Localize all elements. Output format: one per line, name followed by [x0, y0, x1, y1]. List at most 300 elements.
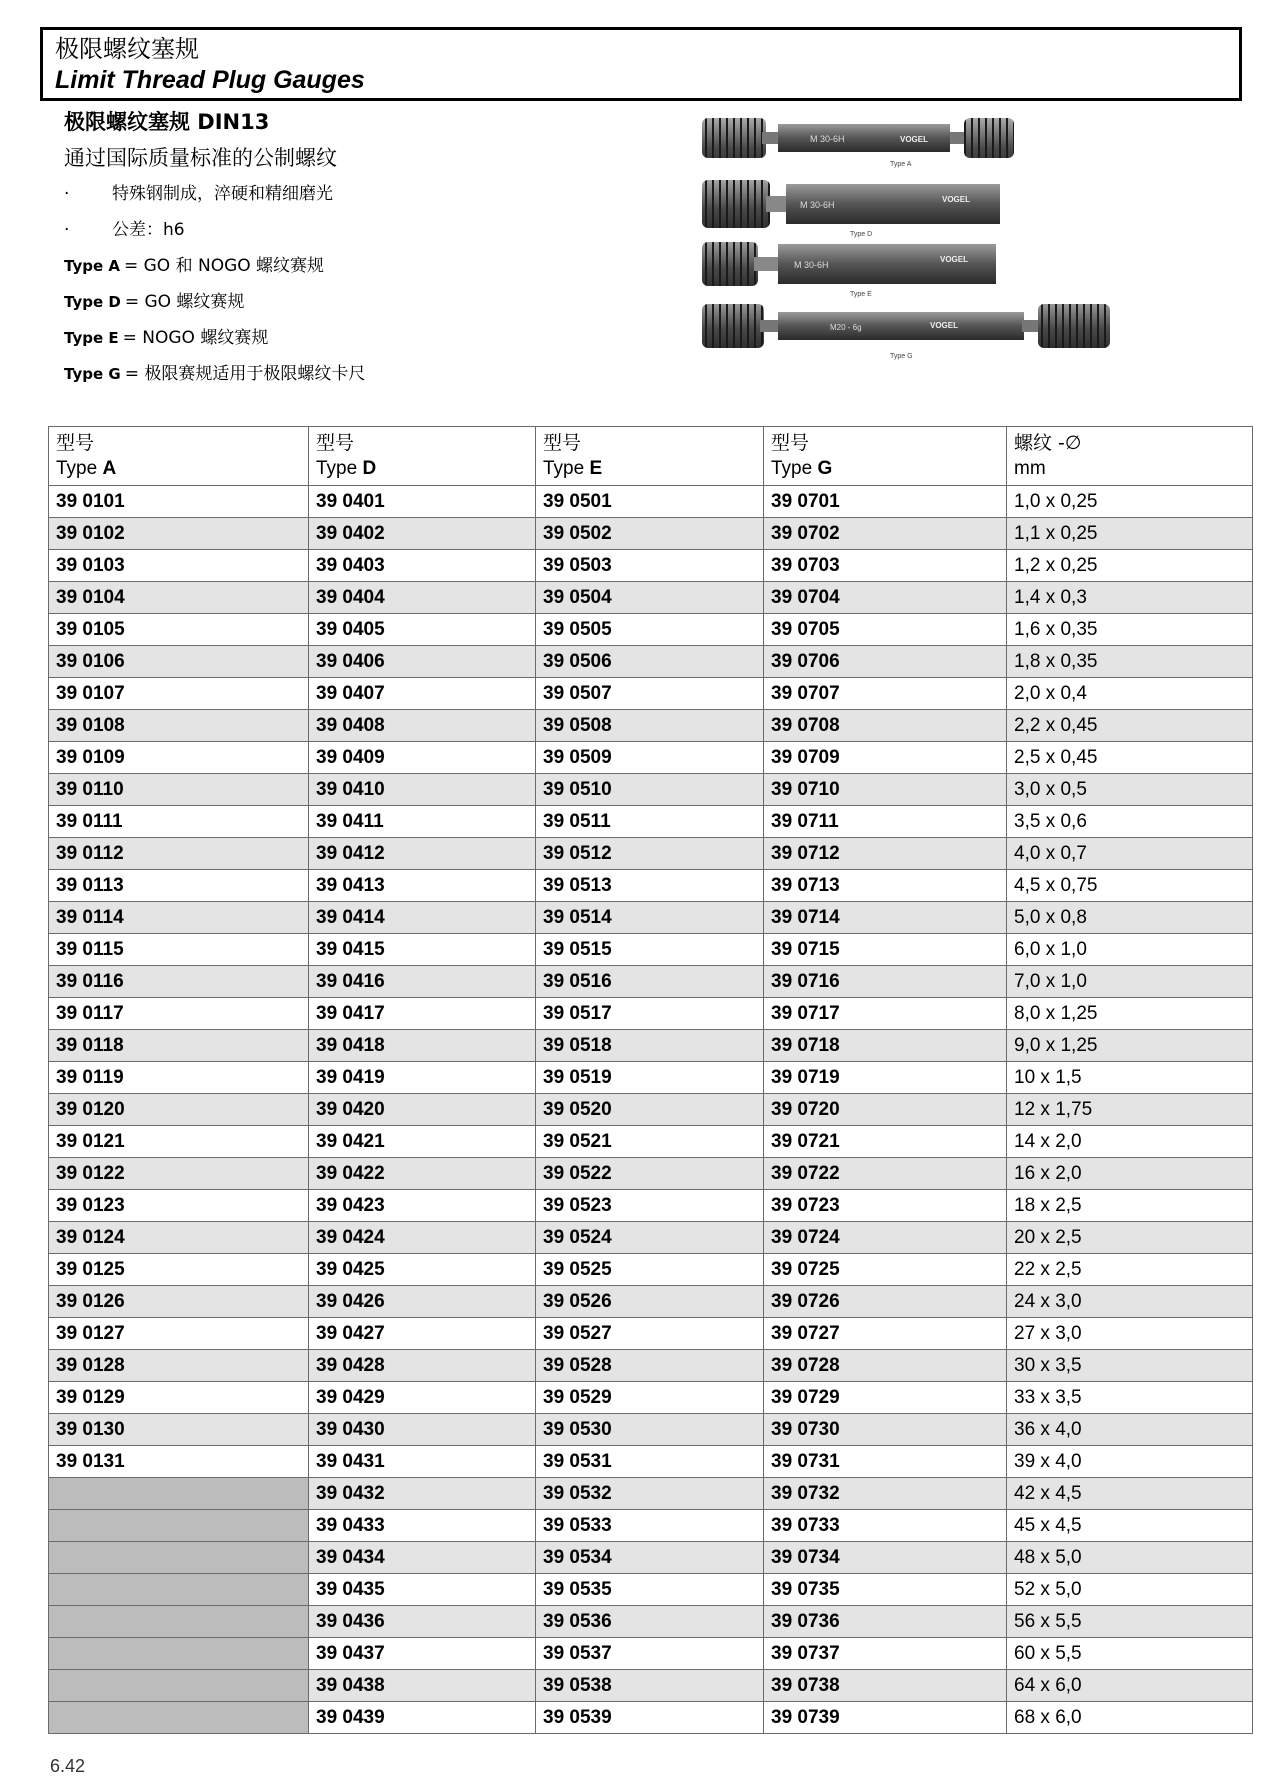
gauge-spec-table	[48, 426, 1253, 1734]
column-header-cn: 螺纹 -∅	[1014, 432, 1082, 454]
table-row	[49, 1286, 1253, 1318]
article-number-cell: 39 0129	[49, 1382, 309, 1414]
article-number-cell: 39 0536	[536, 1606, 764, 1638]
gauge-label: Type D	[850, 231, 873, 238]
empty-cell	[49, 1478, 309, 1510]
article-number-cell: 39 0401	[309, 486, 536, 518]
gauge-type-e	[702, 242, 996, 298]
table-row	[49, 966, 1253, 998]
table-row	[49, 1606, 1253, 1638]
article-number-cell: 39 0714	[764, 902, 1007, 934]
article-number-cell: 39 0413	[309, 870, 536, 902]
table-row	[49, 1574, 1253, 1606]
table-row	[49, 582, 1253, 614]
gauge-type-d	[702, 180, 1000, 238]
article-number-cell: 39 0405	[309, 614, 536, 646]
article-number-cell: 39 0706	[764, 646, 1007, 678]
thread-size-cell: 68 x 6,0	[1007, 1702, 1253, 1734]
article-number-cell: 39 0113	[49, 870, 309, 902]
table-row	[49, 902, 1253, 934]
engraving-text: M20 - 6g	[830, 323, 862, 332]
brand-mark: VOGEL	[940, 255, 969, 264]
table-row	[49, 518, 1253, 550]
table-row	[49, 1318, 1253, 1350]
article-number-cell: 39 0121	[49, 1126, 309, 1158]
thread-size-cell: 1,1 x 0,25	[1007, 518, 1253, 550]
empty-cell	[49, 1510, 309, 1542]
article-number-cell: 39 0403	[309, 550, 536, 582]
article-number-cell: 39 0434	[309, 1542, 536, 1574]
article-number-cell: 39 0126	[49, 1286, 309, 1318]
article-number-cell: 39 0510	[536, 774, 764, 806]
article-number-cell: 39 0110	[49, 774, 309, 806]
thread-size-cell: 6,0 x 1,0	[1007, 934, 1253, 966]
table-header-row	[49, 427, 1253, 486]
article-number-cell: 39 0410	[309, 774, 536, 806]
bullet-text: 特殊钢制成，淬硬和精细磨光	[112, 184, 333, 204]
empty-cell	[49, 1542, 309, 1574]
thread-size-cell: 4,0 x 0,7	[1007, 838, 1253, 870]
table-row	[49, 1510, 1253, 1542]
article-number-cell: 39 0721	[764, 1126, 1007, 1158]
thread-size-cell: 16 x 2,0	[1007, 1158, 1253, 1190]
gauge-type-g	[702, 304, 1110, 360]
column-header-cn: 型号	[771, 432, 810, 454]
thread-size-cell: 39 x 4,0	[1007, 1446, 1253, 1478]
page-title-cn: 极限螺纹塞规	[55, 35, 199, 63]
column-header	[49, 427, 309, 486]
article-number-cell: 39 0524	[536, 1222, 764, 1254]
thread-size-cell: 36 x 4,0	[1007, 1414, 1253, 1446]
thread-size-cell: 48 x 5,0	[1007, 1542, 1253, 1574]
article-number-cell: 39 0726	[764, 1286, 1007, 1318]
article-number-cell: 39 0537	[536, 1638, 764, 1670]
type-line	[64, 320, 664, 356]
article-number-cell: 39 0117	[49, 998, 309, 1030]
article-number-cell: 39 0521	[536, 1126, 764, 1158]
article-number-cell: 39 0417	[309, 998, 536, 1030]
thread-size-cell: 8,0 x 1,25	[1007, 998, 1253, 1030]
column-header-en	[771, 456, 1006, 482]
table-row	[49, 870, 1253, 902]
table-row	[49, 1190, 1253, 1222]
table-row	[49, 806, 1253, 838]
article-number-cell: 39 0527	[536, 1318, 764, 1350]
table-row	[49, 1478, 1253, 1510]
article-number-cell: 39 0709	[764, 742, 1007, 774]
type-desc: = 极限赛规适用于极限螺纹卡尺	[124, 364, 366, 384]
article-number-cell: 39 0436	[309, 1606, 536, 1638]
article-number-cell: 39 0737	[764, 1638, 1007, 1670]
article-number-cell: 39 0501	[536, 486, 764, 518]
article-number-cell: 39 0707	[764, 678, 1007, 710]
column-header-cn: 型号	[56, 432, 95, 454]
article-number-cell: 39 0725	[764, 1254, 1007, 1286]
article-number-cell: 39 0528	[536, 1350, 764, 1382]
page-number: 6.42	[50, 1756, 86, 1776]
article-number-cell: 39 0115	[49, 934, 309, 966]
thread-size-cell: 1,2 x 0,25	[1007, 550, 1253, 582]
article-number-cell: 39 0701	[764, 486, 1007, 518]
article-number-cell: 39 0530	[536, 1414, 764, 1446]
engraving-text: M 30-6H	[794, 260, 829, 270]
article-number-cell: 39 0703	[764, 550, 1007, 582]
table-row	[49, 934, 1253, 966]
type-code: Type G	[64, 365, 121, 383]
table-row	[49, 678, 1253, 710]
intro-heading: 极限螺纹塞规 DIN13	[64, 110, 270, 134]
thread-size-cell: 18 x 2,5	[1007, 1190, 1253, 1222]
column-header	[536, 427, 764, 486]
article-number-cell: 39 0411	[309, 806, 536, 838]
table-row	[49, 486, 1253, 518]
gauge-label: Type A	[890, 161, 912, 168]
intro-bullet	[64, 176, 664, 212]
article-number-cell: 39 0101	[49, 486, 309, 518]
column-header-type-letter: D	[362, 458, 377, 479]
article-number-cell: 39 0420	[309, 1094, 536, 1126]
article-number-cell: 39 0128	[49, 1350, 309, 1382]
empty-cell	[49, 1702, 309, 1734]
table-row	[49, 1254, 1253, 1286]
article-number-cell: 39 0131	[49, 1446, 309, 1478]
article-number-cell: 39 0423	[309, 1190, 536, 1222]
plug-gauges-photo	[700, 118, 1160, 398]
article-number-cell: 39 0407	[309, 678, 536, 710]
article-number-cell: 39 0438	[309, 1670, 536, 1702]
thread-size-cell: 5,0 x 0,8	[1007, 902, 1253, 934]
article-number-cell: 39 0736	[764, 1606, 1007, 1638]
column-header-en	[543, 456, 763, 482]
article-number-cell: 39 0723	[764, 1190, 1007, 1222]
column-header-en	[316, 456, 535, 482]
article-number-cell: 39 0705	[764, 614, 1007, 646]
table-row	[49, 1670, 1253, 1702]
thread-size-cell: 14 x 2,0	[1007, 1126, 1253, 1158]
type-desc: = NOGO 螺纹赛规	[122, 328, 269, 348]
thread-size-cell: 3,0 x 0,5	[1007, 774, 1253, 806]
article-number-cell: 39 0111	[49, 806, 309, 838]
article-number-cell: 39 0421	[309, 1126, 536, 1158]
article-number-cell: 39 0412	[309, 838, 536, 870]
table-row	[49, 1222, 1253, 1254]
column-header-prefix: Type	[316, 458, 363, 479]
thread-size-cell: 12 x 1,75	[1007, 1094, 1253, 1126]
thread-size-cell: 64 x 6,0	[1007, 1670, 1253, 1702]
article-number-cell: 39 0739	[764, 1702, 1007, 1734]
empty-cell	[49, 1606, 309, 1638]
article-number-cell: 39 0515	[536, 934, 764, 966]
engraving-text: M 30-6H	[810, 134, 845, 144]
article-number-cell: 39 0534	[536, 1542, 764, 1574]
article-number-cell: 39 0732	[764, 1478, 1007, 1510]
article-number-cell: 39 0712	[764, 838, 1007, 870]
article-number-cell: 39 0711	[764, 806, 1007, 838]
brand-mark: VOGEL	[942, 195, 971, 204]
article-number-cell: 39 0531	[536, 1446, 764, 1478]
table-row	[49, 1094, 1253, 1126]
column-header-prefix: Type	[543, 458, 590, 479]
article-number-cell: 39 0535	[536, 1574, 764, 1606]
article-number-cell: 39 0532	[536, 1478, 764, 1510]
article-number-cell: 39 0428	[309, 1350, 536, 1382]
article-number-cell: 39 0716	[764, 966, 1007, 998]
article-number-cell: 39 0505	[536, 614, 764, 646]
article-number-cell: 39 0124	[49, 1222, 309, 1254]
thread-size-cell: 7,0 x 1,0	[1007, 966, 1253, 998]
article-number-cell: 39 0519	[536, 1062, 764, 1094]
article-number-cell: 39 0529	[536, 1382, 764, 1414]
bullet-mark: ·	[64, 184, 70, 204]
empty-cell	[49, 1670, 309, 1702]
intro-bullet	[64, 212, 664, 248]
article-number-cell: 39 0516	[536, 966, 764, 998]
table-row	[49, 998, 1253, 1030]
article-number-cell: 39 0704	[764, 582, 1007, 614]
article-number-cell: 39 0426	[309, 1286, 536, 1318]
article-number-cell: 39 0504	[536, 582, 764, 614]
article-number-cell: 39 0406	[309, 646, 536, 678]
article-number-cell: 39 0123	[49, 1190, 309, 1222]
column-header-en	[56, 456, 308, 482]
thread-size-cell: 1,6 x 0,35	[1007, 614, 1253, 646]
table-body	[49, 486, 1253, 1734]
table-row	[49, 1702, 1253, 1734]
article-number-cell: 39 0431	[309, 1446, 536, 1478]
column-header-type-letter: E	[589, 458, 603, 479]
column-header	[764, 427, 1007, 486]
thread-size-cell: 3,5 x 0,6	[1007, 806, 1253, 838]
column-header	[309, 427, 536, 486]
article-number-cell: 39 0502	[536, 518, 764, 550]
article-number-cell: 39 0730	[764, 1414, 1007, 1446]
article-number-cell: 39 0130	[49, 1414, 309, 1446]
article-number-cell: 39 0710	[764, 774, 1007, 806]
table-row	[49, 1542, 1253, 1574]
thread-size-cell: 2,0 x 0,4	[1007, 678, 1253, 710]
article-number-cell: 39 0108	[49, 710, 309, 742]
article-number-cell: 39 0439	[309, 1702, 536, 1734]
article-number-cell: 39 0728	[764, 1350, 1007, 1382]
gauge-label: Type G	[890, 353, 913, 360]
article-number-cell: 39 0731	[764, 1446, 1007, 1478]
article-number-cell: 39 0425	[309, 1254, 536, 1286]
article-number-cell: 39 0416	[309, 966, 536, 998]
page-title-en: Limit Thread Plug Gauges	[55, 66, 365, 94]
table-row	[49, 1350, 1253, 1382]
table-row	[49, 838, 1253, 870]
bullet-mark: ·	[64, 220, 70, 240]
article-number-cell: 39 0414	[309, 902, 536, 934]
column-header-type-letter: A	[102, 458, 117, 479]
article-number-cell: 39 0539	[536, 1702, 764, 1734]
article-number-cell: 39 0511	[536, 806, 764, 838]
thread-size-cell: 1,0 x 0,25	[1007, 486, 1253, 518]
article-number-cell: 39 0103	[49, 550, 309, 582]
thread-size-cell: 4,5 x 0,75	[1007, 870, 1253, 902]
article-number-cell: 39 0509	[536, 742, 764, 774]
article-number-cell: 39 0418	[309, 1030, 536, 1062]
article-number-cell: 39 0719	[764, 1062, 1007, 1094]
page-title-box	[40, 27, 1242, 101]
brand-mark: VOGEL	[930, 321, 959, 330]
article-number-cell: 39 0514	[536, 902, 764, 934]
article-number-cell: 39 0408	[309, 710, 536, 742]
article-number-cell: 39 0715	[764, 934, 1007, 966]
thread-size-cell: 2,2 x 0,45	[1007, 710, 1253, 742]
article-number-cell: 39 0114	[49, 902, 309, 934]
article-number-cell: 39 0533	[536, 1510, 764, 1542]
thread-size-cell: 20 x 2,5	[1007, 1222, 1253, 1254]
column-header-en	[1014, 456, 1252, 482]
article-number-cell: 39 0415	[309, 934, 536, 966]
article-number-cell: 39 0526	[536, 1286, 764, 1318]
table-row	[49, 614, 1253, 646]
type-code: Type D	[64, 293, 121, 311]
thread-size-cell: 1,4 x 0,3	[1007, 582, 1253, 614]
bullet-text: 公差：h6	[112, 220, 185, 240]
thread-size-cell: 60 x 5,5	[1007, 1638, 1253, 1670]
article-number-cell: 39 0109	[49, 742, 309, 774]
article-number-cell: 39 0404	[309, 582, 536, 614]
article-number-cell: 39 0506	[536, 646, 764, 678]
article-number-cell: 39 0122	[49, 1158, 309, 1190]
article-number-cell: 39 0733	[764, 1510, 1007, 1542]
article-number-cell: 39 0517	[536, 998, 764, 1030]
article-number-cell: 39 0419	[309, 1062, 536, 1094]
column-header-cn: 型号	[543, 432, 582, 454]
article-number-cell: 39 0102	[49, 518, 309, 550]
type-line	[64, 356, 664, 392]
thread-size-cell: 56 x 5,5	[1007, 1606, 1253, 1638]
engraving-text: M 30-6H	[800, 200, 835, 210]
article-number-cell: 39 0718	[764, 1030, 1007, 1062]
article-number-cell: 39 0503	[536, 550, 764, 582]
table-row	[49, 742, 1253, 774]
article-number-cell: 39 0525	[536, 1254, 764, 1286]
gauge-type-a	[702, 118, 1014, 168]
table-row	[49, 1414, 1253, 1446]
table-row	[49, 1062, 1253, 1094]
article-number-cell: 39 0107	[49, 678, 309, 710]
table-row	[49, 550, 1253, 582]
type-code: Type E	[64, 329, 119, 347]
type-code: Type A	[64, 257, 120, 275]
article-number-cell: 39 0424	[309, 1222, 536, 1254]
article-number-cell: 39 0523	[536, 1190, 764, 1222]
thread-size-cell: 45 x 4,5	[1007, 1510, 1253, 1542]
article-number-cell: 39 0518	[536, 1030, 764, 1062]
article-number-cell: 39 0738	[764, 1670, 1007, 1702]
column-header-type-letter: G	[817, 458, 833, 479]
article-number-cell: 39 0119	[49, 1062, 309, 1094]
article-number-cell: 39 0734	[764, 1542, 1007, 1574]
table-row	[49, 1446, 1253, 1478]
article-number-cell: 39 0430	[309, 1414, 536, 1446]
article-number-cell: 39 0427	[309, 1318, 536, 1350]
thread-size-cell: 22 x 2,5	[1007, 1254, 1253, 1286]
article-number-cell: 39 0125	[49, 1254, 309, 1286]
thread-size-cell: 1,8 x 0,35	[1007, 646, 1253, 678]
article-number-cell: 39 0727	[764, 1318, 1007, 1350]
thread-size-cell: 9,0 x 1,25	[1007, 1030, 1253, 1062]
table-row	[49, 1638, 1253, 1670]
article-number-cell: 39 0724	[764, 1222, 1007, 1254]
column-header-prefix: Type	[56, 458, 103, 479]
type-desc: = GO 和 NOGO 螺纹赛规	[123, 256, 325, 276]
article-number-cell: 39 0105	[49, 614, 309, 646]
article-number-cell: 39 0433	[309, 1510, 536, 1542]
article-number-cell: 39 0422	[309, 1158, 536, 1190]
thread-size-cell: 42 x 4,5	[1007, 1478, 1253, 1510]
thread-size-cell: 33 x 3,5	[1007, 1382, 1253, 1414]
thread-size-cell: 52 x 5,0	[1007, 1574, 1253, 1606]
column-header-prefix: Type	[771, 458, 818, 479]
article-number-cell: 39 0713	[764, 870, 1007, 902]
table-row	[49, 646, 1253, 678]
thread-size-cell: 2,5 x 0,45	[1007, 742, 1253, 774]
article-number-cell: 39 0522	[536, 1158, 764, 1190]
table-row	[49, 1382, 1253, 1414]
product-intro	[64, 104, 664, 392]
thread-size-cell: 27 x 3,0	[1007, 1318, 1253, 1350]
article-number-cell: 39 0512	[536, 838, 764, 870]
thread-size-cell: 10 x 1,5	[1007, 1062, 1253, 1094]
type-desc: = GO 螺纹赛规	[124, 292, 245, 312]
article-number-cell: 39 0708	[764, 710, 1007, 742]
article-number-cell: 39 0722	[764, 1158, 1007, 1190]
type-line	[64, 248, 664, 284]
table-row	[49, 1126, 1253, 1158]
article-number-cell: 39 0402	[309, 518, 536, 550]
thread-size-cell: 30 x 3,5	[1007, 1350, 1253, 1382]
type-line	[64, 284, 664, 320]
article-number-cell: 39 0735	[764, 1574, 1007, 1606]
article-number-cell: 39 0507	[536, 678, 764, 710]
column-header-prefix: mm	[1014, 458, 1046, 479]
article-number-cell: 39 0538	[536, 1670, 764, 1702]
table-row	[49, 710, 1253, 742]
gauge-label: Type E	[850, 291, 872, 298]
article-number-cell: 39 0429	[309, 1382, 536, 1414]
article-number-cell: 39 0437	[309, 1638, 536, 1670]
article-number-cell: 39 0104	[49, 582, 309, 614]
thread-size-cell: 24 x 3,0	[1007, 1286, 1253, 1318]
article-number-cell: 39 0720	[764, 1094, 1007, 1126]
table-row	[49, 774, 1253, 806]
article-number-cell: 39 0702	[764, 518, 1007, 550]
brand-mark: VOGEL	[900, 135, 929, 144]
article-number-cell: 39 0729	[764, 1382, 1007, 1414]
table-row	[49, 1030, 1253, 1062]
article-number-cell: 39 0717	[764, 998, 1007, 1030]
column-header	[1007, 427, 1253, 486]
column-header-cn: 型号	[316, 432, 355, 454]
article-number-cell: 39 0432	[309, 1478, 536, 1510]
empty-cell	[49, 1574, 309, 1606]
article-number-cell: 39 0120	[49, 1094, 309, 1126]
article-number-cell: 39 0127	[49, 1318, 309, 1350]
article-number-cell: 39 0112	[49, 838, 309, 870]
intro-subheading: 通过国际质量标准的公制螺纹	[64, 146, 337, 170]
article-number-cell: 39 0116	[49, 966, 309, 998]
article-number-cell: 39 0513	[536, 870, 764, 902]
empty-cell	[49, 1638, 309, 1670]
article-number-cell: 39 0508	[536, 710, 764, 742]
article-number-cell: 39 0435	[309, 1574, 536, 1606]
table-row	[49, 1158, 1253, 1190]
article-number-cell: 39 0106	[49, 646, 309, 678]
